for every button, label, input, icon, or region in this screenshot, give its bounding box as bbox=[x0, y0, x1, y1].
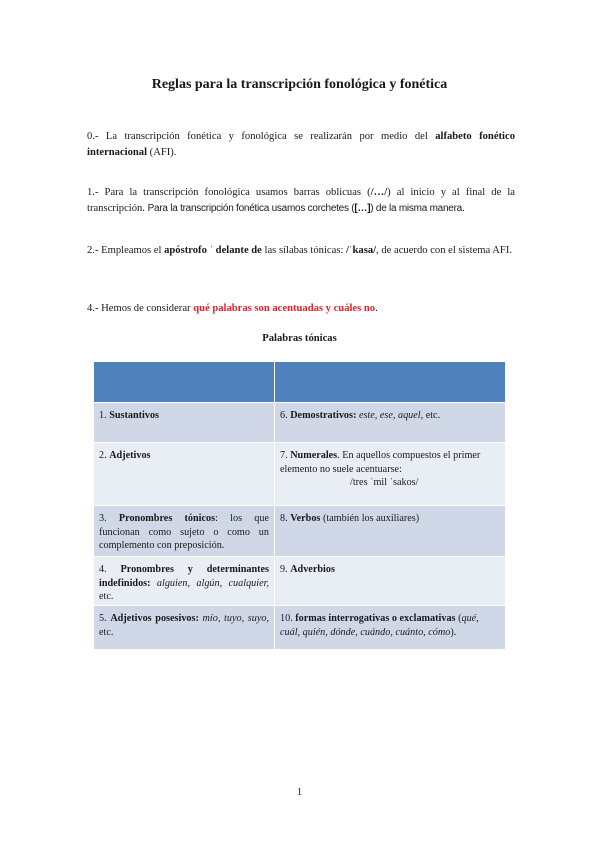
table-cell bbox=[94, 403, 275, 443]
table-cell bbox=[275, 557, 506, 606]
rule-1-text: 1.- Para la transcripción fonológica usamos barras oblicuas ( bbox=[87, 187, 371, 198]
cell-text-end: ). bbox=[450, 626, 457, 638]
cell-num: 3. bbox=[99, 513, 119, 524]
table-row bbox=[94, 403, 506, 443]
cell-examples: este, ese, aquel, bbox=[356, 410, 424, 421]
cell-num: 4. bbox=[99, 564, 121, 575]
table-cell bbox=[275, 403, 506, 443]
table-cell bbox=[94, 557, 275, 606]
rule-0-text: 0.- La transcripción fonética y fonológica se realizarán por medio del bbox=[87, 131, 436, 142]
page-number: 1 bbox=[296, 787, 303, 798]
rule-0-text-end: (AFI). bbox=[147, 147, 177, 158]
rule-1-period: . bbox=[461, 203, 465, 214]
table-title: Palabras tónicas bbox=[262, 333, 337, 344]
rule-2-text: 2.- Empleamos el bbox=[87, 245, 165, 256]
rule-4 bbox=[87, 301, 515, 317]
page-title: Reglas para la transcripción fonológica y fonética bbox=[151, 77, 448, 92]
cell-text: . En aquellos compuestos el primer elemento no suele acentuarse: bbox=[280, 450, 481, 475]
rule-0-bold: alfabeto fonético internacional bbox=[87, 131, 515, 158]
cell-term: Adjetivos posesivos: bbox=[110, 613, 199, 624]
cell-term: formas interrogativas o exclamativas bbox=[295, 613, 456, 624]
table-cell bbox=[94, 506, 275, 557]
rule-2-bold: apóstrofo ˈ delante de bbox=[164, 245, 262, 256]
rule-1-text-mid: ) al inicio y al final de la transcripción. bbox=[87, 187, 515, 214]
table-cell bbox=[275, 443, 506, 506]
cell-ipa-example: /tres ˈmil ˈsakos/ bbox=[350, 477, 419, 488]
cell-num: 8. bbox=[280, 513, 291, 524]
table-cell bbox=[94, 606, 275, 650]
rule-4-highlight: qué palabras son acentuadas y cuáles no bbox=[193, 303, 376, 314]
cell-examples: alguien, algún, cualquier, bbox=[150, 577, 269, 589]
cell-text: etc. bbox=[99, 626, 114, 638]
cell-text: : los que funcionan como sujeto o como un complemento con preposición. bbox=[99, 513, 270, 551]
cell-num: 2. bbox=[99, 450, 110, 461]
table-header-row bbox=[94, 362, 506, 403]
rule-2-example: /ˈkasa/ bbox=[346, 245, 377, 256]
cell-num: 6. bbox=[280, 410, 291, 421]
cell-term: Numerales bbox=[290, 450, 338, 461]
rule-1-slashes: /…/ bbox=[370, 187, 388, 198]
cell-term: Sustantivos bbox=[109, 410, 160, 421]
cell-examples: mío, tuyo, suyo, bbox=[198, 613, 269, 624]
tonic-words-table bbox=[93, 361, 506, 650]
table-header-cell bbox=[94, 362, 275, 403]
cell-term: Adjetivos bbox=[109, 450, 151, 461]
rule-1-brackets: […] bbox=[354, 203, 371, 214]
table-cell bbox=[94, 443, 275, 506]
cell-term: Pronombres tónicos bbox=[118, 513, 216, 524]
cell-num: 10. bbox=[280, 613, 296, 624]
rule-4-text-end: . bbox=[375, 303, 378, 314]
rule-1 bbox=[87, 185, 515, 217]
cell-term: Pronombres y determinantes indefinidos: bbox=[99, 564, 269, 589]
table-header-cell bbox=[275, 362, 506, 403]
cell-num: 9. bbox=[280, 564, 291, 575]
rule-1-phonetic-text: Para la transcripción fonética usamos corchetes ( bbox=[147, 203, 355, 214]
table-row bbox=[94, 557, 506, 606]
rule-2-text-end: , de acuerdo con el sistema AFI. bbox=[376, 245, 512, 256]
cell-term: Adverbios bbox=[290, 564, 335, 575]
table-cell bbox=[275, 506, 506, 557]
rule-4-text: 4.- Hemos de considerar bbox=[87, 303, 194, 314]
rule-2 bbox=[87, 243, 515, 259]
cell-text: ( bbox=[455, 613, 462, 624]
cell-text: etc. bbox=[423, 410, 441, 421]
cell-term: Demostrativos: bbox=[290, 410, 357, 421]
table-row bbox=[94, 506, 506, 557]
table-row bbox=[94, 606, 506, 650]
rule-0 bbox=[87, 129, 515, 161]
cell-examples: qué, cuál, quién, dónde, cuándo, cuánto, cómo bbox=[280, 613, 479, 638]
rule-1-phonetic-text-end: ) de la misma manera bbox=[370, 203, 462, 214]
table-row bbox=[94, 443, 506, 506]
cell-num: 5. bbox=[99, 613, 111, 624]
cell-num: 7. bbox=[280, 450, 291, 461]
table-cell bbox=[275, 606, 506, 650]
cell-num: 1. bbox=[99, 410, 110, 421]
cell-term: Verbos bbox=[290, 513, 321, 524]
cell-text: (también los auxiliares) bbox=[320, 513, 420, 524]
rule-2-text-mid: las sílabas tónicas: bbox=[261, 245, 347, 256]
cell-text: etc. bbox=[99, 591, 114, 602]
